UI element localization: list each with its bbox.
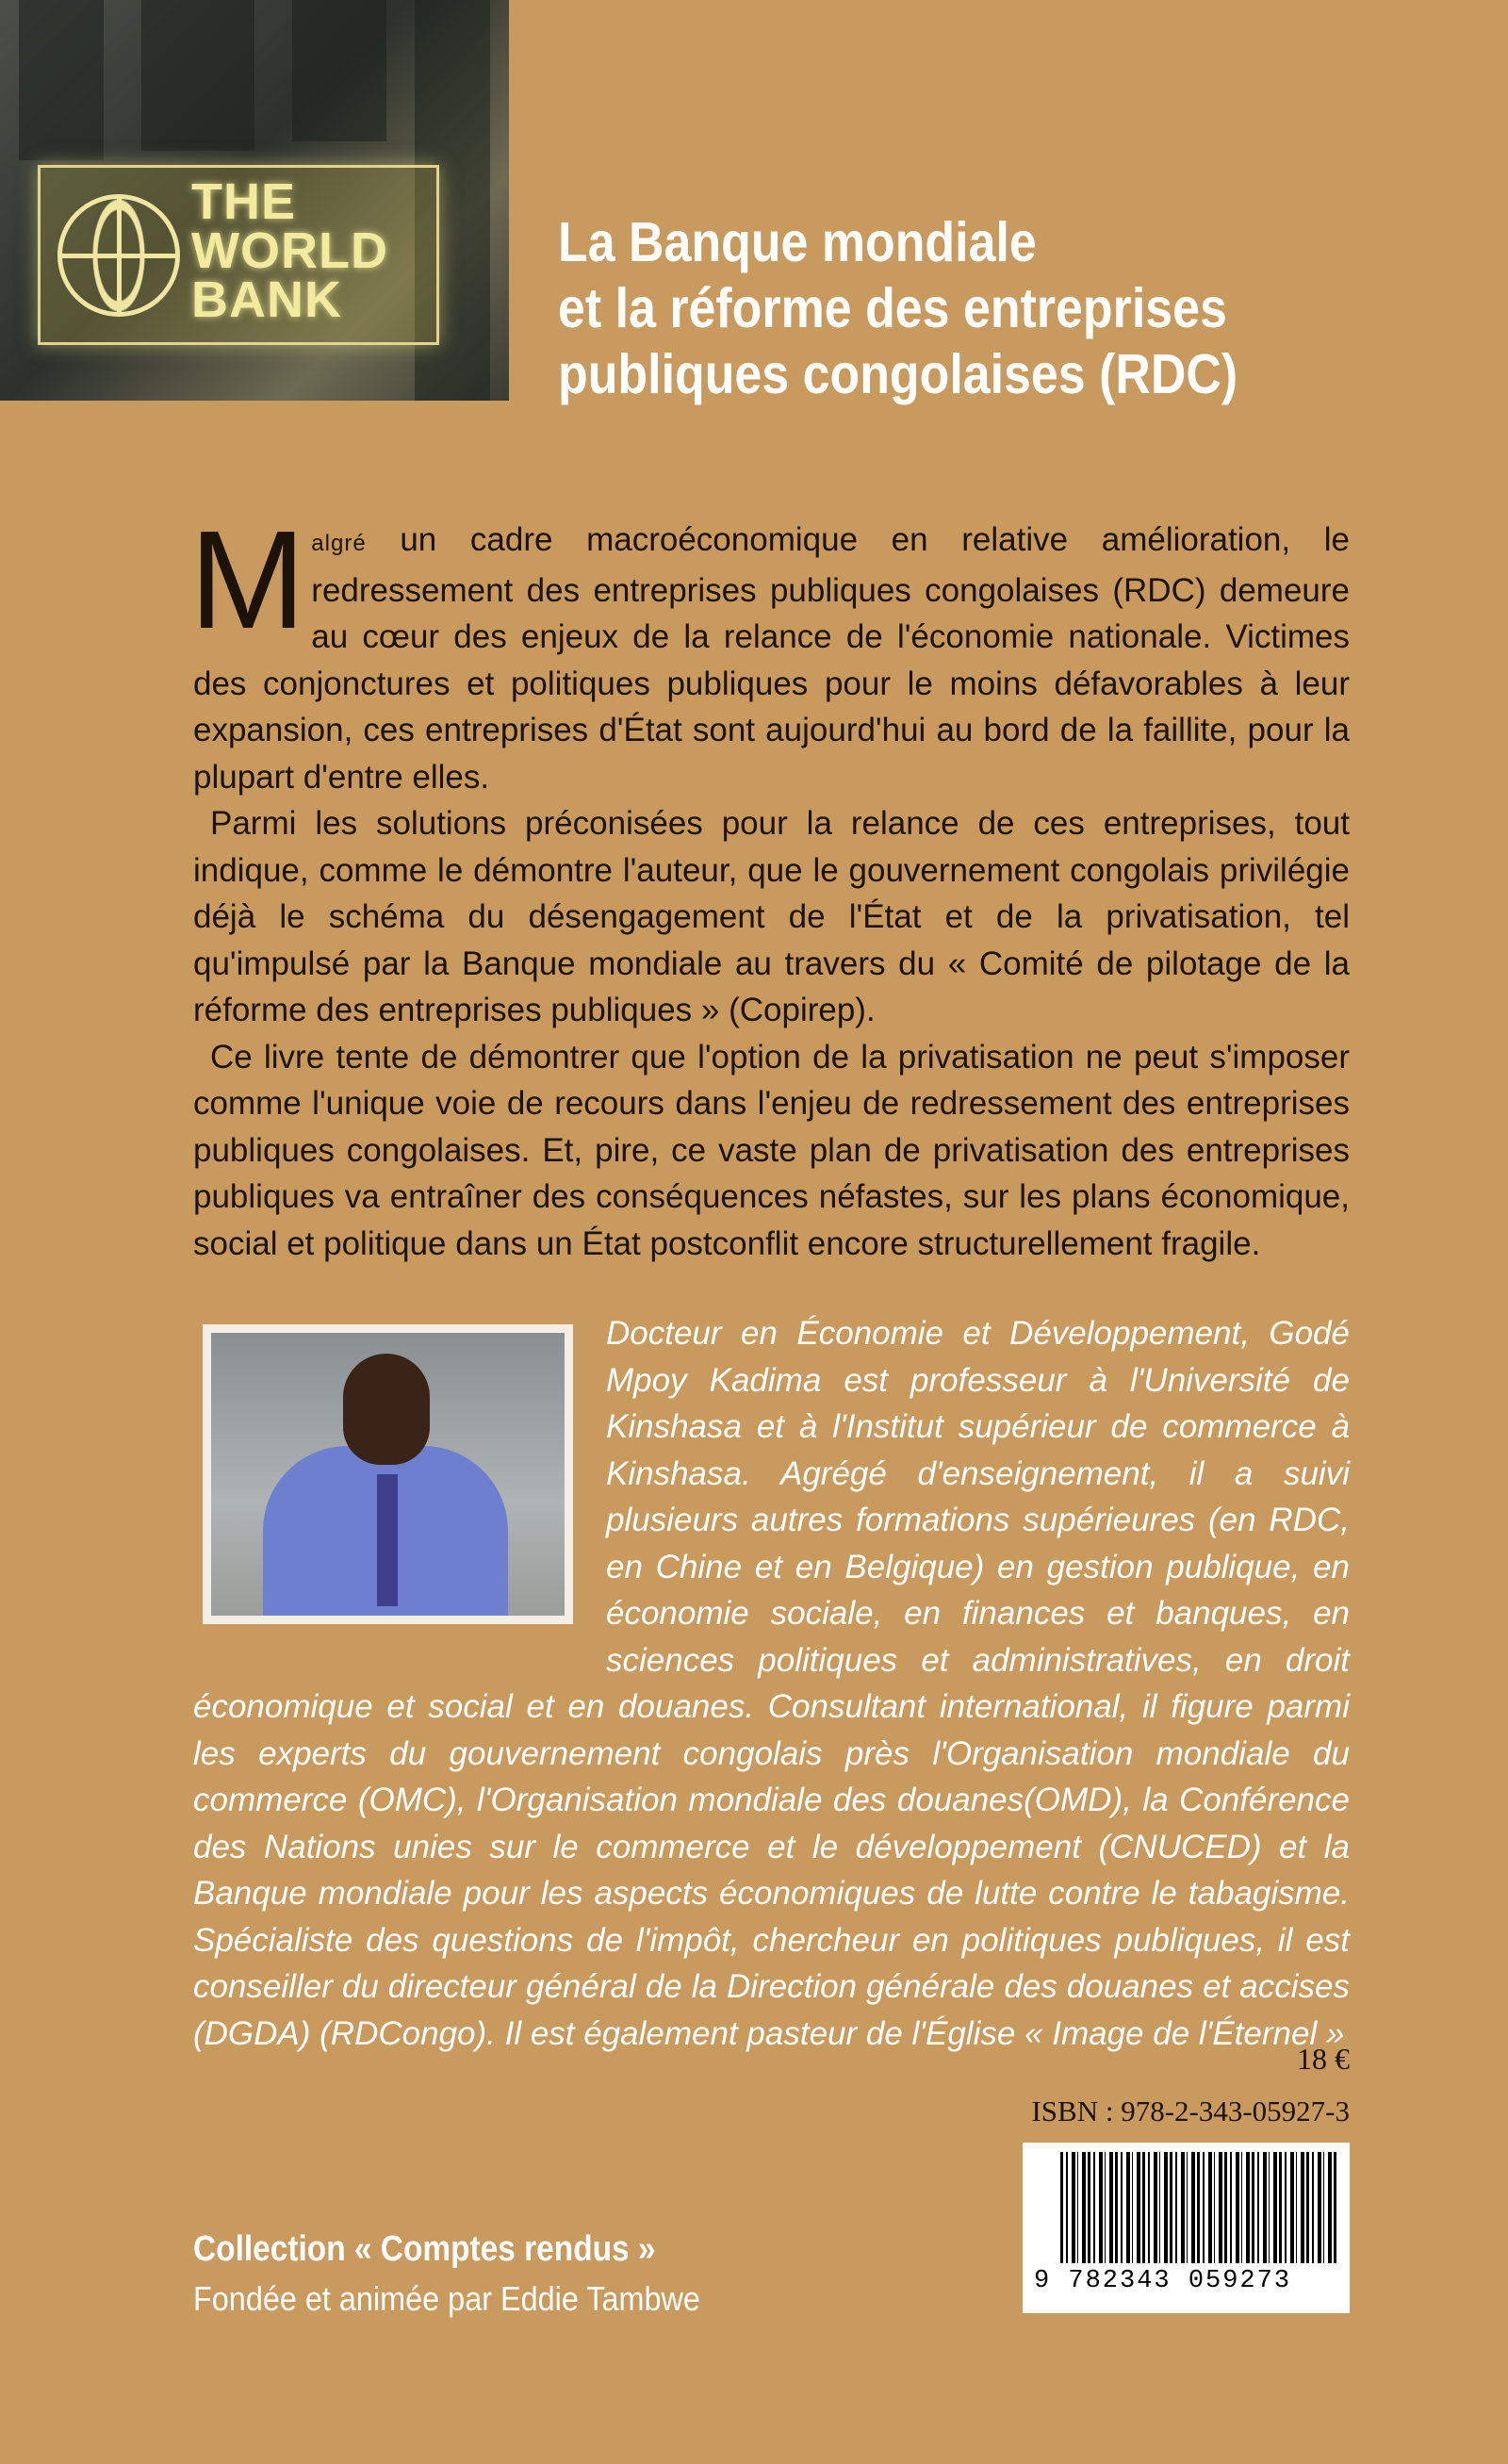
title-line-2: et la réforme des entreprises (558, 277, 1227, 339)
barcode-digits: 9 782343 059273 (1034, 2267, 1292, 2295)
author-biography-text: Docteur en Économie et Développement, Godé Mpoy Kadima est professeur à l'Université de Kinshasa et à l'Institut supérieur de commerce à Kinshasa. Agrégé d'enseignement, il a suivi plusieurs autres formations supérieures (en RDC, en Chine et en Belgique) en gestion publique, en économie sociale, en finances et banques, en sciences politiques et administratives, en droit économique et social et en douanes. Consultant international, il figure parmi les experts du gouvernement congolais près l'Organisation mondiale du commerce (OMC), l'Organisation mondiale des douanes(OMD), la Conférence des Nations unies sur le commerce et le développement (CNUCED) et la Banque mondiale pour les aspects économiques de lutte contre le tabagisme. Spécialiste des questions de l'impôt, chercheur en politiques publiques, il est conseiller du directeur général de la Direction générale des douanes et accises (DGDA) (RDCongo). Il est également pasteur de l'Église « Image de l'Éternel » (193, 1315, 1350, 2052)
title-line-3: publiques congolaises (RDC) (558, 343, 1238, 405)
abstract-paragraph-1-text: un cadre macroéconomique en relative amélioration, le redressement des entreprises publiques congolaises (RDC) demeure au cœur des enjeux de la relance de l'économie nationale. Victimes des conjonctures et politiques publiques pour le moins défavorables à leur expansion, ces entreprises d'État sont aujourd'hui au bord de la faillite, pour la plupart d'entre elles. (193, 521, 1350, 796)
price: 18 € (1297, 2042, 1350, 2076)
world-bank-cover-photo (0, 0, 509, 401)
abstract-paragraph-1 (189, 502, 1350, 800)
book-abstract (189, 502, 1350, 1267)
barcode (1023, 2143, 1350, 2313)
book-title (558, 209, 1287, 407)
abstract-smallcaps: algré (311, 531, 367, 556)
collection-founder: Fondée et animée par Eddie Tambwe (193, 2279, 700, 2318)
world-bank-sign-text: THE WORLD BANK (191, 173, 388, 328)
isbn: ISBN : 978-2-343-05927-3 (1031, 2094, 1350, 2127)
title-line-1: La Banque mondiale (558, 211, 1037, 273)
world-bank-sign (38, 165, 439, 345)
abstract-paragraph-2: Parmi les solutions préconisées pour la relance de ces entreprises, tout indique, comme le démontre l'auteur, que le gouvernement congolais privilégie déjà le schéma du désengagement de l'État et de la privatisation, tel qu'impulsé par la Banque mondiale au travers du « Comité de pilotage de la réforme des entreprises publiques » (Copirep). (193, 805, 1350, 1028)
barcode-bars (1060, 2152, 1336, 2263)
author-biography (193, 1310, 1350, 2057)
collection-name: Collection « Comptes rendus » (193, 2229, 656, 2269)
abstract-paragraph-3: Ce livre tente de démontrer que l'option de la privatisation ne peut s'imposer comme l'unique voie de recours dans l'enjeu de redressement des entreprises publiques congolaises. Et, pire, ce vaste plan de privatisation des entreprises publiques va entraîner des conséquences néfastes, sur les plans économique, social et politique dans un État postconflit encore structurellement fragile. (193, 1038, 1350, 1262)
world-bank-globe-logo (57, 194, 180, 317)
drop-cap: M (189, 502, 306, 658)
